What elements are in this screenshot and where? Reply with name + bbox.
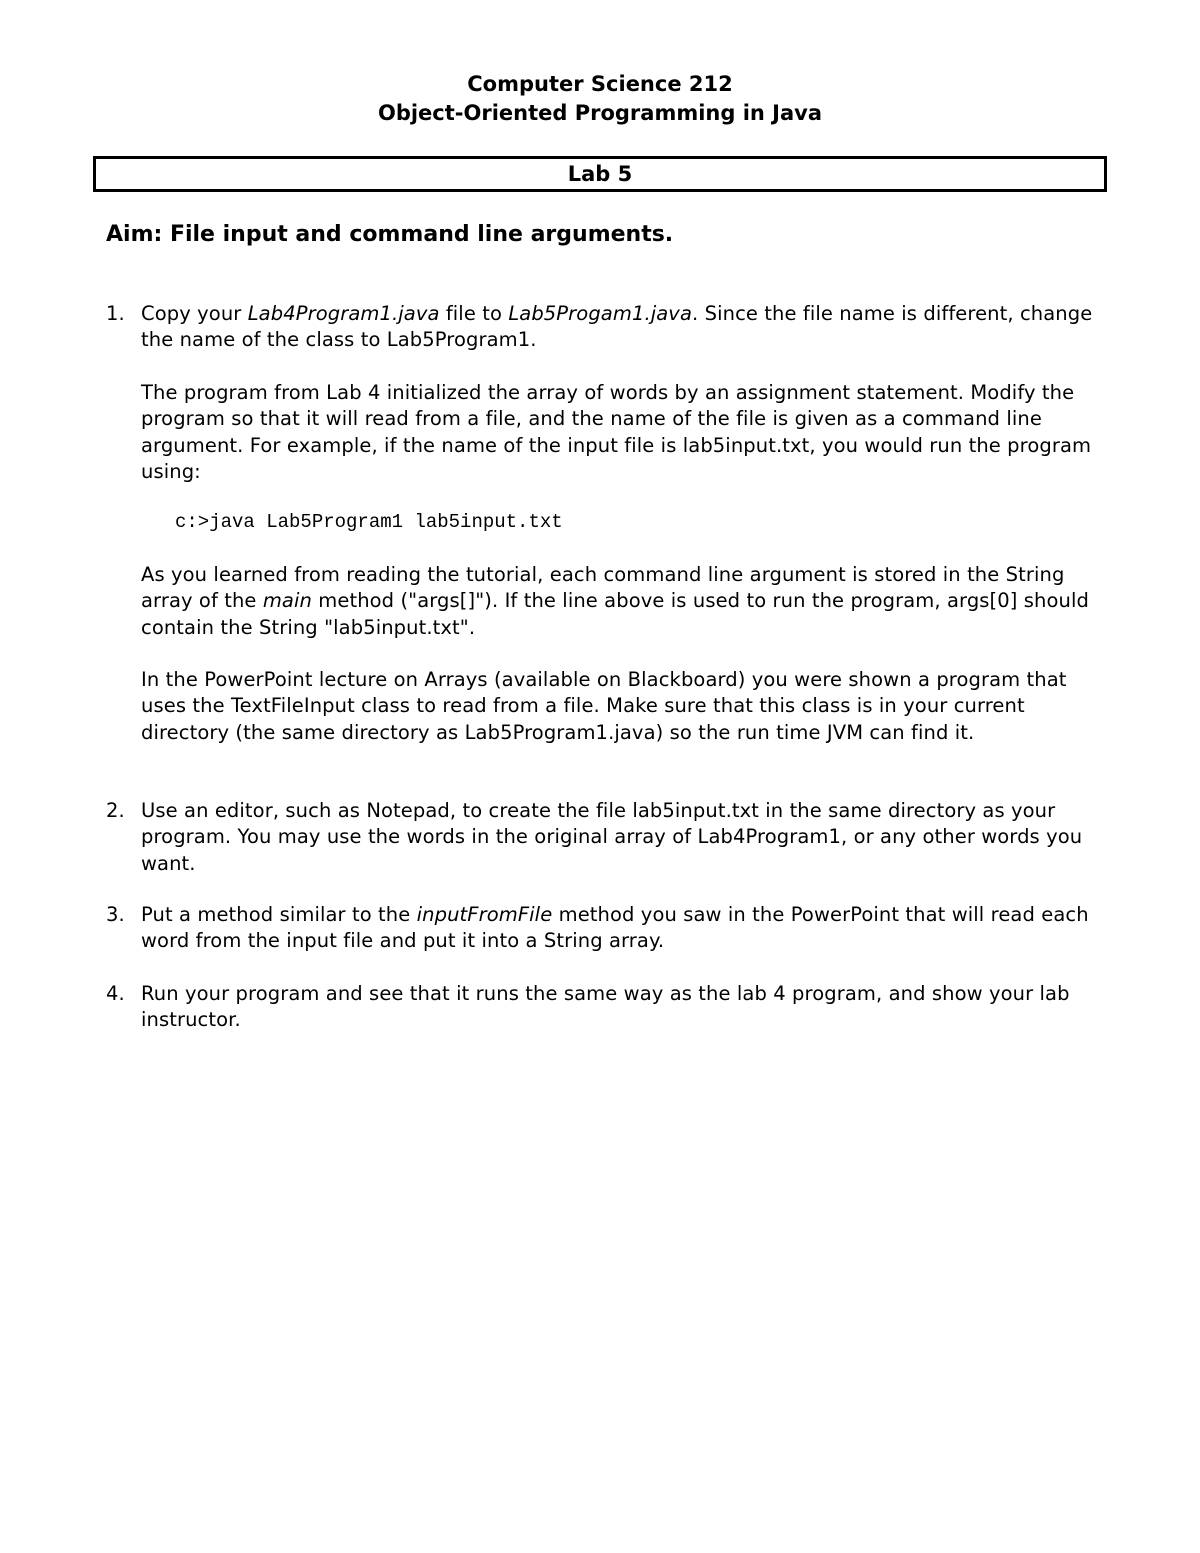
list-item-number: 2.: [106, 799, 125, 822]
command-line-example: c:>java Lab5Program1 lab5input.txt: [175, 511, 563, 533]
course-subtitle: Object-Oriented Programming in Java: [377, 101, 823, 125]
filename-italic: Lab5Progam1.java: [508, 302, 693, 325]
method-italic: inputFromFile: [416, 903, 553, 926]
list-item-text: Use an editor, such as Notepad, to create the file lab5input.txt in the same directory as your program. You may use the words in the original array of Lab4Program1, or any other words you want.: [141, 799, 1083, 875]
paragraph-args: [141, 562, 1101, 641]
list-item-text: Run your program and see that it runs the same way as the lab 4 program, and show your lab instructor.: [141, 982, 1070, 1032]
text-run: As you learned from reading the tutorial, each command line argument is stored in the String array of the: [141, 563, 1065, 613]
text-run: method you saw in the PowerPoint that will read each word from the input file and put it into a String array.: [141, 903, 1089, 953]
list-item-text: [141, 301, 1101, 354]
filename-italic: Lab4Program1.java: [247, 302, 440, 325]
list-item-text: [141, 902, 1101, 955]
document-header: [0, 70, 1200, 128]
aim-heading: Aim: File input and command line arguments.: [106, 222, 674, 247]
text-run: Put a method similar to the: [141, 903, 417, 926]
list-item-number: 1.: [106, 302, 125, 325]
list-item-number: 4.: [106, 982, 125, 1005]
text-run: . Since the file name is different, change the name of the class to Lab5Program1.: [141, 302, 1093, 352]
text-run: method ("args[]"). If the line above is used to run the program, args[0] should contain the String "lab5input.txt".: [141, 589, 1089, 639]
text-run: file to: [439, 302, 509, 325]
list-item-number: 3.: [106, 903, 125, 926]
lab-title-box: [93, 156, 1107, 192]
paragraph-file-input: The program from Lab 4 initialized the array of words by an assignment statement. Modify the program so that it will read from a file, and the name of the file is given as a command line argument. For example, if the name of the input file is lab5input.txt, you would run the program using:: [141, 381, 1092, 483]
main-italic: main: [262, 589, 312, 613]
paragraph-powerpoint: In the PowerPoint lecture on Arrays (available on Blackboard) you were shown a program that uses the TextFileInput class to read from a file. Make sure that this class is in your current directory (the same directory as Lab5Program1.java) so the run time JVM can find it.: [141, 668, 1067, 744]
course-title: Computer Science 212: [467, 72, 733, 96]
lab-title: Lab 5: [567, 162, 633, 186]
text-run: Copy your: [141, 302, 248, 325]
